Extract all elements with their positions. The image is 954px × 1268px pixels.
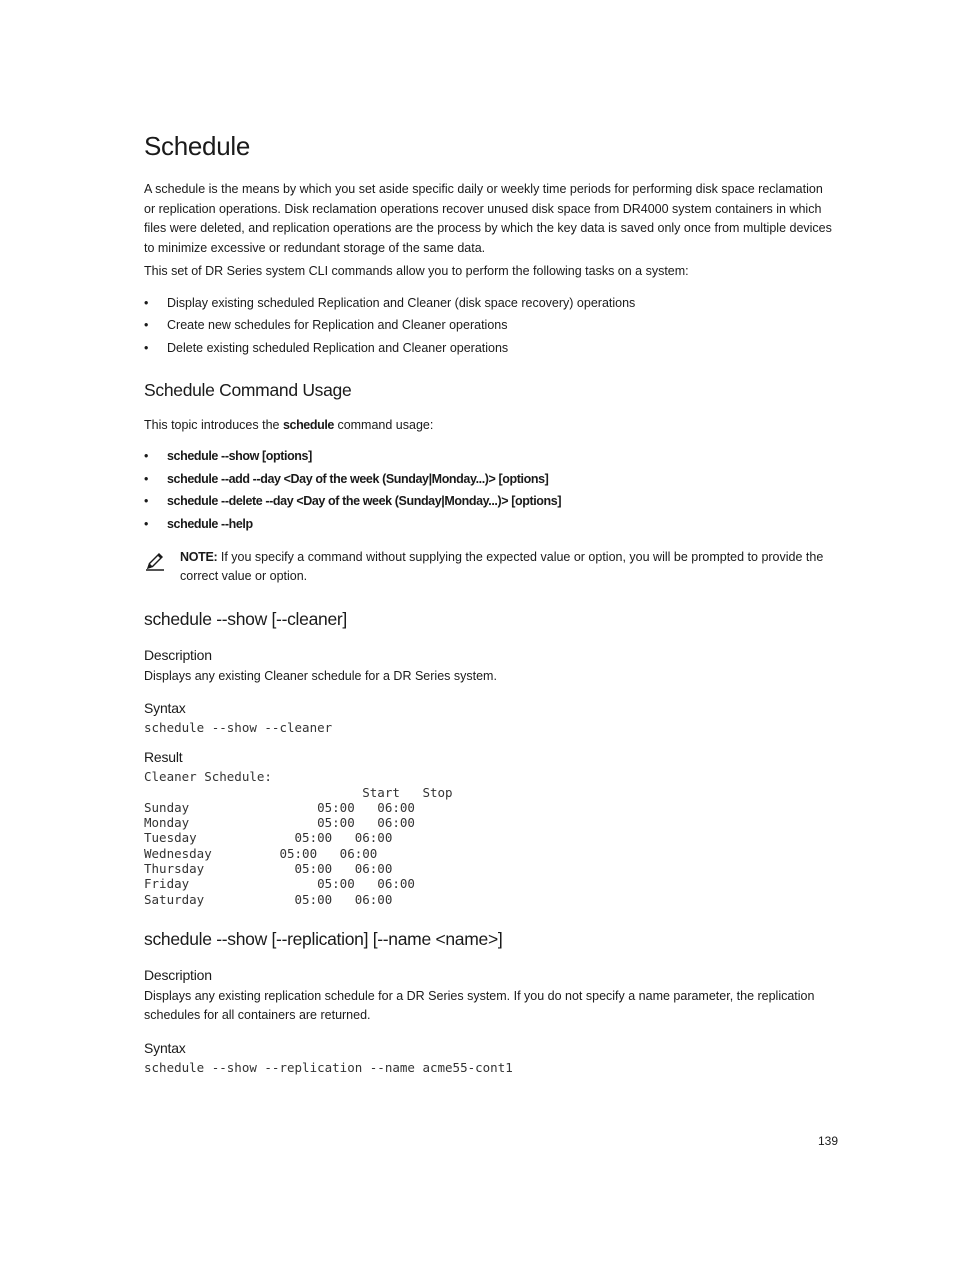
bullet-icon: •: [144, 318, 149, 332]
section-heading-usage: Schedule Command Usage: [144, 379, 352, 400]
bullet-icon: •: [144, 295, 149, 310]
section-heading-show-cleaner: schedule --show [--cleaner]: [144, 608, 347, 629]
result-heading: Result: [144, 749, 183, 766]
description-heading: Description: [144, 966, 212, 983]
intro-paragraph: A schedule is the means by which you set aside specific daily or weekly time periods for performing disk space reclamation or replication operations. Disk reclamation operations recover unused disk space from DR4000 system containers in which files were deleted, and replication operations are the process by which the key data is saved only once from multiple devices to minimize excessive or redundant storage of the same data.: [144, 182, 832, 255]
note-text: If you specify a command without supplying the expected value or option, you will be prompted to provide the correct value or option.: [180, 549, 824, 583]
list-item: • Delete existing scheduled Replication and Cleaner operations: [144, 339, 834, 358]
inline-command: schedule: [282, 417, 334, 432]
command-list: [144, 447, 834, 534]
list-item: • schedule --help: [144, 515, 834, 534]
page-content: [144, 128, 834, 1075]
task-list: [144, 294, 834, 358]
bullet-icon: •: [144, 471, 149, 486]
syntax-heading: Syntax: [144, 1039, 186, 1056]
page-number: 139: [818, 1134, 839, 1148]
list-item: • Display existing scheduled Replication and Cleaner (disk space recovery) operations: [144, 294, 834, 313]
list-item: • schedule --delete --day <Day of the week (Sunday|Monday...)> [options]: [144, 492, 834, 511]
description-text: Displays any existing Cleaner schedule for a DR Series system.: [144, 668, 497, 683]
usage-intro: This topic introduces the schedule command usage:: [144, 417, 434, 432]
note-label: NOTE:: [180, 549, 218, 564]
bullet-icon: •: [144, 340, 149, 355]
list-item: • schedule --add --day <Day of the week (Sunday|Monday...)> [options]: [144, 470, 834, 489]
bullet-icon: •: [144, 494, 149, 508]
list-item: • schedule --show [options]: [144, 447, 834, 466]
syntax-code: schedule --show --replication --name acme55-cont1: [144, 1059, 513, 1075]
description-text: Displays any existing replication schedule for a DR Series system. If you do not specify a name parameter, the replication schedules for all containers are returned.: [144, 988, 815, 1023]
description-heading: Description: [144, 646, 212, 663]
pencil-icon: [144, 550, 166, 572]
result-code: Cleaner Schedule: Start Stop Sunday 05:00 06:00 Monday 05:00 06:00 Tuesday 05:00 06:00 Wednesday 05:00 06:00 Thursday 05:00 06:00 Friday 05:00 06:00 Saturday 05:00 06:00: [144, 769, 453, 907]
bullet-icon: •: [144, 516, 149, 531]
page-title: Schedule: [144, 131, 251, 161]
syntax-heading: Syntax: [144, 700, 186, 716]
intro-paragraph: This set of DR Series system CLI commands allow you to perform the following tasks on a system:: [144, 264, 689, 278]
note-callout: [144, 548, 834, 587]
syntax-code: schedule --show --cleaner: [144, 720, 333, 735]
section-heading-show-replication: schedule --show [--replication] [--name <name>]: [144, 928, 503, 949]
list-item: • Create new schedules for Replication and Cleaner operations: [144, 316, 834, 335]
bullet-icon: •: [144, 449, 149, 463]
